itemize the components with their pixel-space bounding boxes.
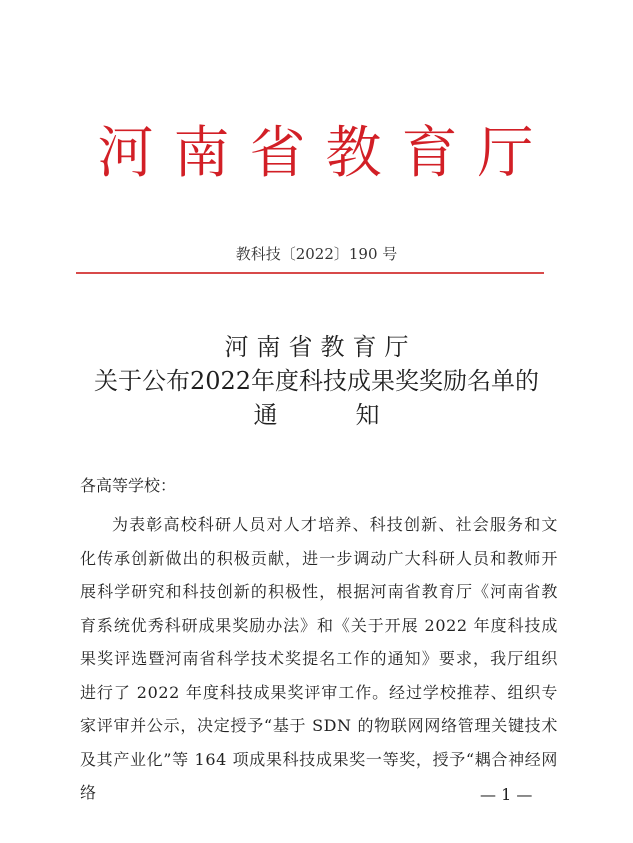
red-divider-line: [76, 272, 544, 274]
title-notice-char-2: 知: [355, 401, 380, 429]
document-number: 教科技〔2022〕190 号: [235, 245, 398, 263]
title-line-notice: [0, 398, 633, 432]
title-notice-char-1: 通: [253, 401, 278, 429]
title-line-subject: 关于公布2022年度科技成果奖奖励名单的: [93, 367, 540, 395]
document-title: [0, 330, 633, 432]
agency-red-header: 河南省教育厅: [97, 121, 554, 186]
body-paragraph: 为表彰高校科研人员对人才培养、科技创新、社会服务和文化传承创新做出的积极贡献，进一步调动广大科研人员和教师开展科学研究和科技创新的积极性，根据河南省教育厅《河南省教育系统优秀科研成果奖励办法》和《关于开展 2022 年度科技成果奖评选暨河南省科学技术奖提名工作的通知》要求，我厅组织进行了 2022 年度科技成果奖评审工作。经过学校推荐、组织专家评审并公示，决定授予“基于 SDN 的物联网网络管理关键技术及其产业化”等 164 项成果科技成果奖一等奖，授予“耦合神经网络: [80, 515, 558, 802]
title-line-agency: 河南省教育厅: [224, 333, 417, 361]
salutation: 各高等学校：: [80, 476, 177, 495]
page-number: — 1 —: [480, 785, 533, 804]
